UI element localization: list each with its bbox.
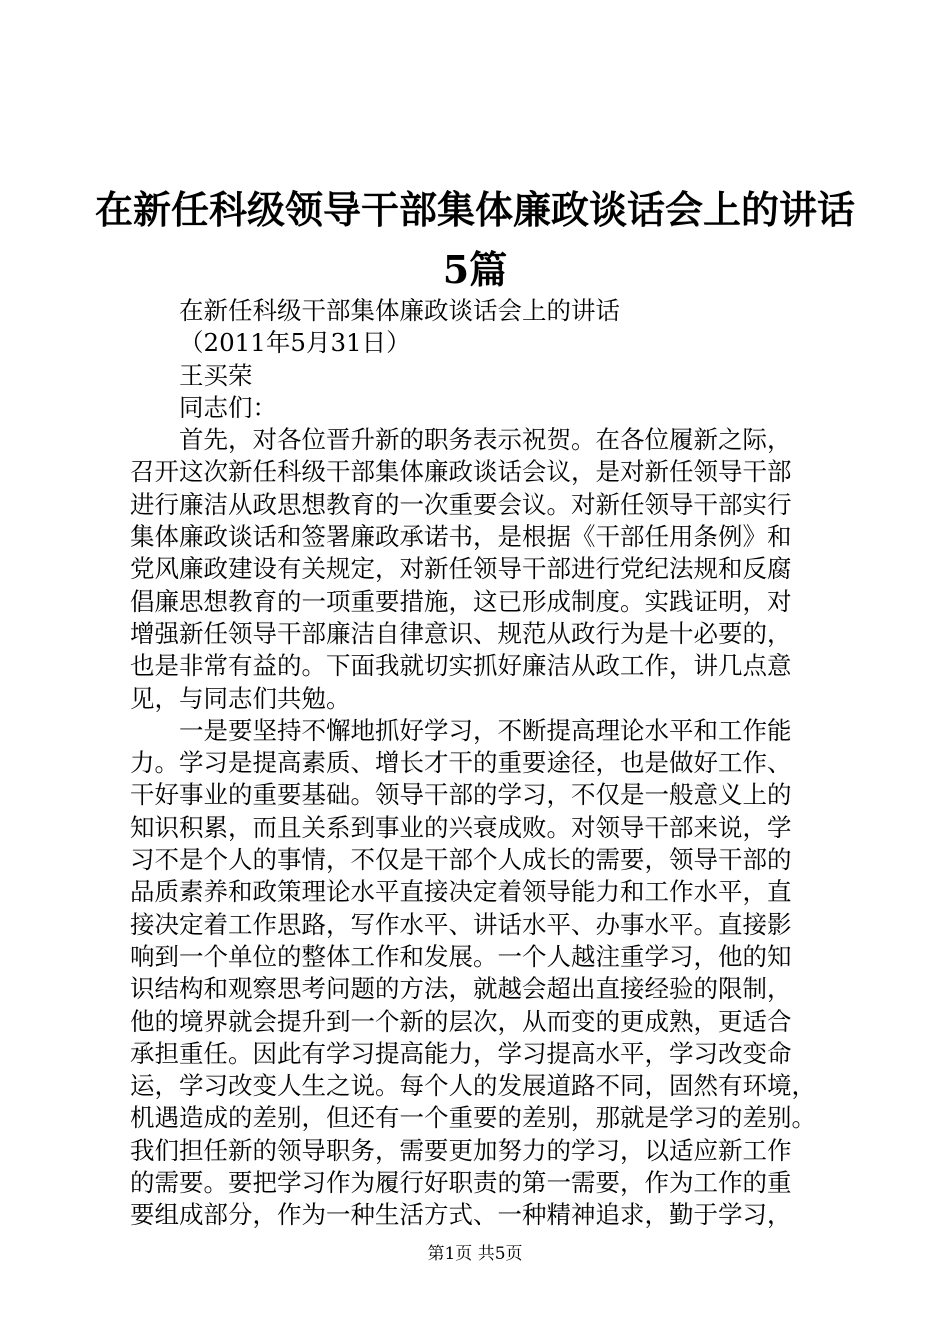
- document-body: [130, 295, 835, 1232]
- paragraph-line: 习不是个人的事情，不仅是干部个人成长的需要，领导干部的: [130, 845, 792, 875]
- document-salutation: 同志们：: [179, 392, 277, 422]
- paragraph-line: 一是要坚持不懈地抓好学习，不断提高理论水平和工作能: [179, 715, 792, 745]
- paragraph-line: 集体廉政谈话和签署廉政承诺书，是根据《干部任用条例》和: [130, 522, 792, 552]
- paragraph-line: 知识积累，而且关系到事业的兴衰成败。对领导干部来说，学: [130, 812, 792, 842]
- paragraph-line: 进行廉洁从政思想教育的一次重要会议。对新任领导干部实行: [130, 489, 792, 519]
- paragraph-line: 干好事业的重要基础。领导干部的学习，不仅是一般意义上的: [130, 780, 792, 810]
- paragraph-line: 要组成部分，作为一种生活方式、一种精神追求，勤于学习，: [130, 1200, 792, 1230]
- document-title-line-1: 在新任科级领导干部集体廉政谈话会上的讲话: [94, 187, 855, 232]
- paragraph-line: 首先，对各位晋升新的职务表示祝贺。在各位履新之际，: [179, 425, 792, 455]
- paragraph-line: 运，学习改变人生之说。每个人的发展道路不同，固然有环境，: [130, 1071, 816, 1101]
- paragraph-line: 品质素养和政策理论水平直接决定着领导能力和工作水平，直: [130, 877, 792, 907]
- page-footer: 第1页 共5页: [427, 1244, 523, 1264]
- paragraph-line: 召开这次新任科级干部集体廉政谈话会议，是对新任领导干部: [130, 457, 792, 487]
- document-date: （2011年5月31日）: [179, 328, 411, 358]
- paragraph-line: 增强新任领导干部廉洁自律意识、规范从政行为是十必要的，: [130, 618, 792, 648]
- paragraph-line: 识结构和观察思考问题的方法，就越会超出直接经验的限制，: [130, 974, 792, 1004]
- paragraph-line: 倡廉思想教育的一项重要措施，这已形成制度。实践证明，对: [130, 586, 792, 616]
- paragraph-line: 我们担任新的领导职务，需要更加努力的学习，以适应新工作: [130, 1135, 792, 1165]
- paragraph-line: 也是非常有益的。下面我就切实抓好廉洁从政工作，讲几点意: [130, 651, 792, 681]
- paragraph-line: 的需要。要把学习作为履行好职责的第一需要，作为工作的重: [130, 1168, 792, 1198]
- document-title-line-2: 5篇: [442, 247, 508, 292]
- paragraph-line: 见，与同志们共勉。: [130, 683, 351, 713]
- paragraph-line: 承担重任。因此有学习提高能力，学习提高水平，学习改变命: [130, 1038, 792, 1068]
- document-subtitle: 在新任科级干部集体廉政谈话会上的讲话: [179, 296, 620, 325]
- paragraph-line: 力。学习是提高素质、增长才干的重要途径，也是做好工作、: [130, 748, 792, 778]
- paragraph-line: 响到一个单位的整体工作和发展。一个人越注重学习，他的知: [130, 941, 792, 971]
- paragraph-line: 他的境界就会提升到一个新的层次，从而变的更成熟，更适合: [130, 1006, 792, 1036]
- paragraph-line: 接决定着工作思路，写作水平、讲话水平、办事水平。直接影: [130, 909, 792, 939]
- paragraph-line: 党风廉政建设有关规定，对新任领导干部进行党纪法规和反腐: [130, 554, 792, 584]
- document-author: 王买荣: [179, 360, 253, 390]
- paragraph-line: 机遇造成的差别，但还有一个重要的差别，那就是学习的差别。: [130, 1103, 816, 1133]
